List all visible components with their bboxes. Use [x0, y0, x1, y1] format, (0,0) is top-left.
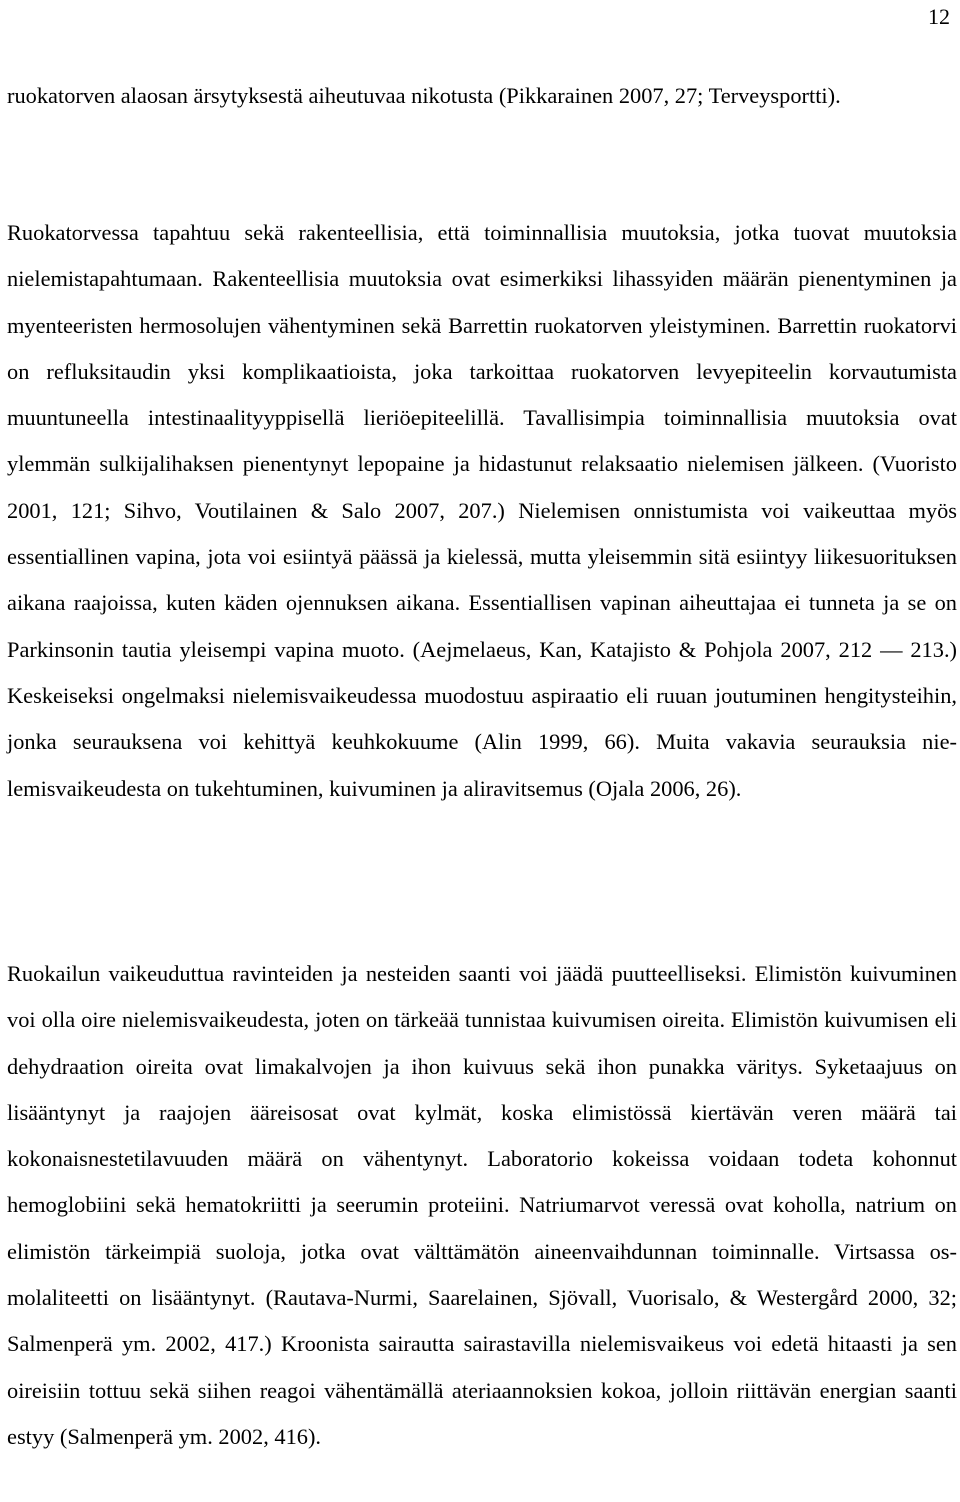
paragraph-continued: ruokatorven alaosan ärsytyksestä aiheutuvaa nikotusta (Pikkarainen 2007, 27; Terveysportti).	[7, 83, 841, 108]
paragraph-esophagus-changes: Ruokatorvessa tapahtuu sekä rakenteellisia, että toiminnallisia muutoksia, jotka tuovat muutoksia nielemistapahtumaan. Rakenteellisia muutoksia ovat esimerkiksi lihassyiden määrän pienentyminen ja myenteeristen hermosolujen vähentyminen sekä Barrettin ruokatorven yleistyminen. Barrettin ruokatorvi on refluksitaudin yksi komplikaatioista, joka tarkoittaa ruokatorven levyepiteelin korvautumista muuntuneella intestinaalityyppisellä lieriöepiteelillä. Tavallisimpia toiminnallisia muutoksia ovat ylemmän sulkijalihaksen pienentynyt lepopaine ja hidastunut relaksaatio nielemisen jälkeen. (Vuoristo 2001, 121; Sihvo, Voutilainen & Salo 2007, 207.) Nielemisen onnistumista voi vaikeuttaa myös essentiallinen vapina, jota voi esiintyä päässä ja kielessä, mutta yleisemmin sitä esiintyy liikesuorituksen aikana raajoissa, kuten käden ojennuksen aikana. Essentiallisen vapinan aiheuttajaa ei tunneta ja se on Parkinsonin tautia yleisempi vapina muoto. (Aejmelaeus, Kan, Katajisto & Pohjola 2007, 212 — 213.) Keskeiseksi ongelmaksi nielemisvaikeudessa muodostuu aspiraatio eli ruuan joutuminen hengitysteihin, jonka seurauksena voi kehittyä keuhkokuume (Alin 1999, 66). Muita vakavia seurauksia nielemisvaikeudesta on tukehtuminen, kuivuminen ja aliravitsemus (Ojala 2006, 26).	[7, 220, 957, 801]
page-number: 12	[928, 4, 950, 29]
paragraph-dehydration: Ruokailun vaikeuduttua ravinteiden ja nesteiden saanti voi jäädä puutteelliseksi. Elimistön kuivuminen voi olla oire nielemisvaikeudesta, joten on tärkeää tunnistaa kuivumisen oireita. Elimistön kuivumisen eli dehydraation oireita ovat limakalvojen ja ihon kuivuus sekä ihon punakka väritys. Syketaajuus on lisääntynyt ja raajojen ääreisosat ovat kylmät, koska elimistössä kiertävän veren määrä tai kokonaisnestetilavuuden määrä on vähentynyt. Laboratorio kokeissa voidaan todeta kohonnut hemoglobiini sekä hematokriitti ja seerumin proteiini. Natriumarvot veressä ovat koholla, natrium on elimistön tärkeimpiä suoloja, jotka ovat välttämätön aineenvaihdunnan toiminnalle. Virtsassa osmolaliteetti on lisääntynyt. (Rautava-Nurmi, Saarelainen, Sjövall, Vuorisalo, & Westergård 2000, 32; Salmenperä ym. 2002, 417.) Kroonista sairautta sairastavilla nielemisvaikeus voi edetä hitaasti ja sen oireisiin tottuu sekä siihen reagoi vähentämällä ateriaannoksien kokoa, jolloin riittävän energian saanti estyy (Salmenperä ym. 2002, 416).	[7, 961, 957, 1449]
